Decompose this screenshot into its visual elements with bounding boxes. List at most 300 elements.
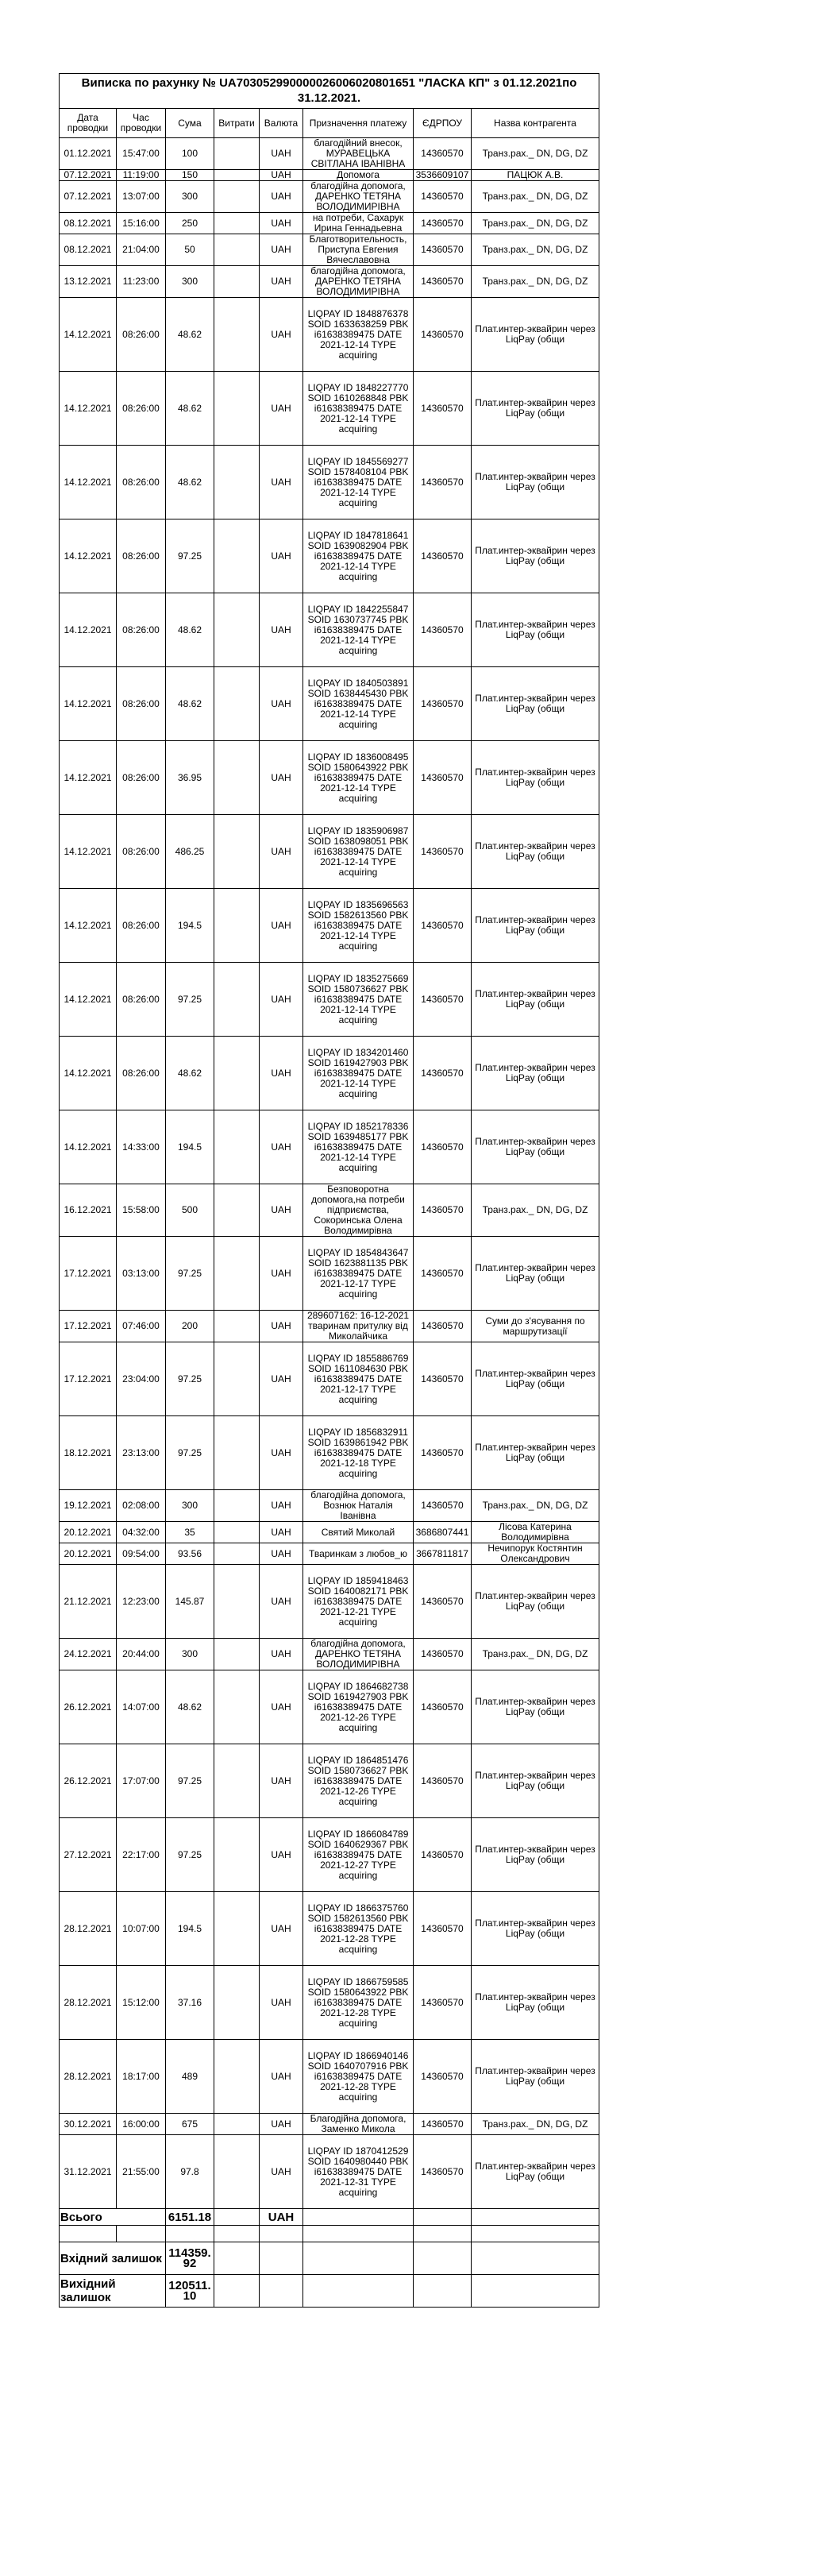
currency-cell: UAH	[260, 266, 303, 298]
date-cell: 14.12.2021	[60, 1110, 117, 1184]
total-sum: 6151.18	[166, 2209, 214, 2226]
currency-cell: UAH	[260, 2114, 303, 2135]
expenses-cell	[214, 1639, 260, 1670]
expenses-cell	[214, 1670, 260, 1744]
sum-cell: 300	[166, 1490, 214, 1522]
sum-cell: 97.25	[166, 963, 214, 1037]
currency-cell: UAH	[260, 1565, 303, 1639]
closing-balance-value: 120511.10	[166, 2275, 214, 2308]
code-cell: 14360570	[414, 138, 472, 170]
code-cell: 3536609107	[414, 170, 472, 181]
expenses-cell	[214, 889, 260, 963]
purpose-cell: LIQPAY ID 1854843647 SOID 1623881135 PBK i61638389475 DATE 2021-12-17 TYPE acquiring	[303, 1237, 414, 1311]
time-cell: 08:26:00	[117, 519, 166, 593]
closing-balance-label: Вихідний залишок	[60, 2275, 166, 2308]
purpose-cell: LIQPAY ID 1859418463 SOID 1640082171 PBK i61638389475 DATE 2021-12-21 TYPE acquiring	[303, 1565, 414, 1639]
code-cell: 14360570	[414, 1416, 472, 1490]
counterparty-cell: Транз.рах._ DN, DG, DZ	[472, 1184, 599, 1237]
table-row	[60, 1110, 599, 1184]
date-cell: 16.12.2021	[60, 1184, 117, 1237]
currency-header: Валюта	[260, 109, 303, 138]
table-row	[60, 593, 599, 667]
currency-cell: UAH	[260, 1184, 303, 1237]
code-cell: 14360570	[414, 1818, 472, 1892]
sum-cell: 48.62	[166, 1670, 214, 1744]
date-cell: 17.12.2021	[60, 1342, 117, 1416]
expenses-cell	[214, 2040, 260, 2114]
sum-cell: 48.62	[166, 1037, 214, 1110]
table-row	[60, 963, 599, 1037]
counterparty-cell: Плат.интер-эквайрин через LiqPay (общи	[472, 1416, 599, 1490]
counterparty-cell: Транз.рах._ DN, DG, DZ	[472, 213, 599, 234]
purpose-cell: благодійна допомога, Вознюк Наталія Іванівна	[303, 1490, 414, 1522]
time-cell: 03:13:00	[117, 1237, 166, 1311]
date-cell: 01.12.2021	[60, 138, 117, 170]
total-expenses	[214, 2209, 260, 2226]
time-cell: 15:47:00	[117, 138, 166, 170]
counterparty-cell: Плат.интер-эквайрин через LiqPay (общи	[472, 298, 599, 372]
counterparty-cell: Транз.рах._ DN, DG, DZ	[472, 138, 599, 170]
code-cell: 14360570	[414, 1237, 472, 1311]
table-row	[60, 2135, 599, 2209]
expenses-cell	[214, 1237, 260, 1311]
purpose-cell: LIQPAY ID 1848227770 SOID 1610268848 PBK i61638389475 DATE 2021-12-14 TYPE acquiring	[303, 372, 414, 446]
code-cell: 14360570	[414, 1565, 472, 1639]
date-cell: 20.12.2021	[60, 1522, 117, 1543]
expenses-cell	[214, 1966, 260, 2040]
currency-cell: UAH	[260, 519, 303, 593]
time-cell: 14:33:00	[117, 1110, 166, 1184]
spacer-row	[60, 2226, 599, 2242]
sum-cell: 300	[166, 181, 214, 213]
table-row	[60, 889, 599, 963]
code-cell: 14360570	[414, 741, 472, 815]
table-row	[60, 1639, 599, 1670]
column-header-row	[60, 109, 599, 138]
purpose-cell: благодійна допомога, ДАРЕНКО ТЕТЯНА ВОЛОДИМИРІВНА	[303, 266, 414, 298]
table-row	[60, 1892, 599, 1966]
statement-sheet	[59, 73, 599, 2308]
currency-cell: UAH	[260, 1237, 303, 1311]
expenses-cell	[214, 181, 260, 213]
sum-cell: 194.5	[166, 1892, 214, 1966]
purpose-cell: LIQPAY ID 1835906987 SOID 1638098051 PBK i61638389475 DATE 2021-12-14 TYPE acquiring	[303, 815, 414, 889]
counterparty-cell: Плат.интер-эквайрин через LiqPay (общи	[472, 1744, 599, 1818]
expenses-cell	[214, 234, 260, 266]
table-row	[60, 1184, 599, 1237]
date-cell: 17.12.2021	[60, 1311, 117, 1342]
date-cell: 21.12.2021	[60, 1565, 117, 1639]
code-cell: 14360570	[414, 1490, 472, 1522]
time-cell: 11:23:00	[117, 266, 166, 298]
expenses-cell	[214, 1184, 260, 1237]
currency-cell: UAH	[260, 234, 303, 266]
opening-balance-row	[60, 2242, 599, 2275]
expenses-cell	[214, 1543, 260, 1565]
purpose-cell: LIQPAY ID 1834201460 SOID 1619427903 PBK i61638389475 DATE 2021-12-14 TYPE acquiring	[303, 1037, 414, 1110]
expenses-cell	[214, 372, 260, 446]
counterparty-cell: Плат.интер-эквайрин через LiqPay (общи	[472, 889, 599, 963]
total-label: Всього	[60, 2209, 166, 2226]
date-cell: 14.12.2021	[60, 298, 117, 372]
sum-cell: 37.16	[166, 1966, 214, 2040]
time-cell: 16:00:00	[117, 2114, 166, 2135]
date-cell: 19.12.2021	[60, 1490, 117, 1522]
date-cell: 30.12.2021	[60, 2114, 117, 2135]
table-row	[60, 2114, 599, 2135]
code-cell: 14360570	[414, 298, 472, 372]
currency-cell: UAH	[260, 1342, 303, 1416]
table-row	[60, 815, 599, 889]
currency-cell: UAH	[260, 372, 303, 446]
sum-cell: 145.87	[166, 1565, 214, 1639]
date-cell: 07.12.2021	[60, 170, 117, 181]
date-cell: 14.12.2021	[60, 519, 117, 593]
currency-cell: UAH	[260, 2135, 303, 2209]
code-cell: 14360570	[414, 667, 472, 741]
purpose-cell: LIQPAY ID 1836008495 SOID 1580643922 PBK i61638389475 DATE 2021-12-14 TYPE acquiring	[303, 741, 414, 815]
currency-cell: UAH	[260, 181, 303, 213]
time-cell: 14:07:00	[117, 1670, 166, 1744]
purpose-cell: Святий Миколай	[303, 1522, 414, 1543]
opening-balance-value: 114359.92	[166, 2242, 214, 2275]
table-row	[60, 1744, 599, 1818]
currency-cell: UAH	[260, 1639, 303, 1670]
time-header: Час проводки	[117, 109, 166, 138]
time-cell: 20:44:00	[117, 1639, 166, 1670]
table-row	[60, 1670, 599, 1744]
sum-cell: 250	[166, 213, 214, 234]
table-row	[60, 170, 599, 181]
time-cell: 08:26:00	[117, 298, 166, 372]
sum-cell: 36.95	[166, 741, 214, 815]
code-cell: 14360570	[414, 446, 472, 519]
counterparty-cell: Плат.интер-эквайрин через LiqPay (общи	[472, 519, 599, 593]
time-cell: 08:26:00	[117, 815, 166, 889]
time-cell: 04:32:00	[117, 1522, 166, 1543]
expenses-cell	[214, 2114, 260, 2135]
purpose-cell: LIQPAY ID 1856832911 SOID 1639861942 PBK i61638389475 DATE 2021-12-18 TYPE acquiring	[303, 1416, 414, 1490]
sum-cell: 97.25	[166, 519, 214, 593]
sum-cell: 97.25	[166, 1744, 214, 1818]
currency-cell: UAH	[260, 889, 303, 963]
time-cell: 17:07:00	[117, 1744, 166, 1818]
code-cell: 14360570	[414, 1966, 472, 2040]
expenses-cell	[214, 1490, 260, 1522]
code-cell: 14360570	[414, 181, 472, 213]
purpose-cell: LIQPAY ID 1866084789 SOID 1640629367 PBK i61638389475 DATE 2021-12-27 TYPE acquiring	[303, 1818, 414, 1892]
expenses-cell	[214, 1818, 260, 1892]
counterparty-cell: Плат.интер-эквайрин через LiqPay (общи	[472, 2135, 599, 2209]
expenses-cell	[214, 446, 260, 519]
expenses-cell	[214, 170, 260, 181]
code-cell: 14360570	[414, 213, 472, 234]
table-row	[60, 1522, 599, 1543]
purpose-cell: LIQPAY ID 1842255847 SOID 1630737745 PBK i61638389475 DATE 2021-12-14 TYPE acquiring	[303, 593, 414, 667]
counterparty-cell: Суми до з'ясування по маршрутизації	[472, 1311, 599, 1342]
expenses-cell	[214, 1311, 260, 1342]
sum-cell: 93.56	[166, 1543, 214, 1565]
table-row	[60, 1565, 599, 1639]
purpose-cell: Благодійна допомога, Заменко Микола	[303, 2114, 414, 2135]
currency-cell: UAH	[260, 667, 303, 741]
counterparty-cell: Нечипорук Костянтин Олександрович	[472, 1543, 599, 1565]
currency-cell: UAH	[260, 963, 303, 1037]
currency-cell: UAH	[260, 298, 303, 372]
purpose-cell: Благотворительность, Приступа Евгения Вячеславовна	[303, 234, 414, 266]
code-cell: 14360570	[414, 1037, 472, 1110]
time-cell: 02:08:00	[117, 1490, 166, 1522]
currency-cell: UAH	[260, 2040, 303, 2114]
currency-cell: UAH	[260, 741, 303, 815]
purpose-cell: LIQPAY ID 1835275669 SOID 1580736627 PBK i61638389475 DATE 2021-12-14 TYPE acquiring	[303, 963, 414, 1037]
expenses-cell	[214, 815, 260, 889]
table-row	[60, 1342, 599, 1416]
code-cell: 14360570	[414, 1639, 472, 1670]
purpose-cell: 289607162: 16-12-2021 тваринам притулку від Миколайчика	[303, 1311, 414, 1342]
expenses-cell	[214, 2135, 260, 2209]
counterparty-cell: Транз.рах._ DN, DG, DZ	[472, 1639, 599, 1670]
expenses-cell	[214, 593, 260, 667]
currency-cell: UAH	[260, 1416, 303, 1490]
expenses-cell	[214, 1037, 260, 1110]
sum-cell: 97.25	[166, 1416, 214, 1490]
table-row	[60, 213, 599, 234]
purpose-cell: на потреби, Сахарук Ирина Геннадьевна	[303, 213, 414, 234]
code-cell: 14360570	[414, 519, 472, 593]
date-cell: 08.12.2021	[60, 213, 117, 234]
table-row	[60, 1543, 599, 1565]
date-cell: 27.12.2021	[60, 1818, 117, 1892]
currency-cell: UAH	[260, 1037, 303, 1110]
transaction-rows	[60, 138, 599, 2209]
sum-cell: 48.62	[166, 372, 214, 446]
date-cell: 14.12.2021	[60, 446, 117, 519]
counterparty-cell: Плат.интер-эквайрин через LiqPay (общи	[472, 1037, 599, 1110]
purpose-cell: LIQPAY ID 1840503891 SOID 1638445430 PBK i61638389475 DATE 2021-12-14 TYPE acquiring	[303, 667, 414, 741]
counterparty-cell: Транз.рах._ DN, DG, DZ	[472, 234, 599, 266]
code-cell: 14360570	[414, 1110, 472, 1184]
currency-cell: UAH	[260, 593, 303, 667]
table-row	[60, 1237, 599, 1311]
code-cell: 14360570	[414, 2114, 472, 2135]
purpose-cell: LIQPAY ID 1845569277 SOID 1578408104 PBK i61638389475 DATE 2021-12-14 TYPE acquiring	[303, 446, 414, 519]
sum-cell: 48.62	[166, 667, 214, 741]
time-cell: 08:26:00	[117, 593, 166, 667]
code-cell: 14360570	[414, 889, 472, 963]
counterparty-cell: Плат.интер-эквайрин через LiqPay (общи	[472, 593, 599, 667]
currency-cell: UAH	[260, 1670, 303, 1744]
counterparty-cell: Плат.интер-эквайрин через LiqPay (общи	[472, 741, 599, 815]
expenses-cell	[214, 213, 260, 234]
code-header: ЄДРПОУ	[414, 109, 472, 138]
currency-cell: UAH	[260, 1311, 303, 1342]
date-cell: 28.12.2021	[60, 1892, 117, 1966]
purpose-cell: LIQPAY ID 1866940146 SOID 1640707916 PBK i61638389475 DATE 2021-12-28 TYPE acquiring	[303, 2040, 414, 2114]
time-cell: 23:13:00	[117, 1416, 166, 1490]
currency-cell: UAH	[260, 138, 303, 170]
expenses-header: Витрати	[214, 109, 260, 138]
purpose-cell: благодійна допомога, ДАРЕНКО ТЕТЯНА ВОЛОДИМИРІВНА	[303, 1639, 414, 1670]
purpose-cell: LIQPAY ID 1835696563 SOID 1582613560 PBK i61638389475 DATE 2021-12-14 TYPE acquiring	[303, 889, 414, 963]
purpose-cell: благодійний внесок, МУРАВЕЦЬКА СВІТЛАНА ІВАНІВНА	[303, 138, 414, 170]
sum-cell: 50	[166, 234, 214, 266]
sum-cell: 97.8	[166, 2135, 214, 2209]
currency-cell: UAH	[260, 213, 303, 234]
code-cell: 14360570	[414, 2040, 472, 2114]
expenses-cell	[214, 1522, 260, 1543]
table-row	[60, 266, 599, 298]
purpose-cell: LIQPAY ID 1866759585 SOID 1580643922 PBK i61638389475 DATE 2021-12-28 TYPE acquiring	[303, 1966, 414, 2040]
code-cell: 14360570	[414, 1184, 472, 1237]
time-cell: 08:26:00	[117, 741, 166, 815]
code-cell: 14360570	[414, 234, 472, 266]
code-cell: 3686807441	[414, 1522, 472, 1543]
currency-cell: UAH	[260, 1818, 303, 1892]
counterparty-cell: Плат.интер-эквайрин через LiqPay (общи	[472, 372, 599, 446]
counterparty-cell: ПАЦЮК А.В.	[472, 170, 599, 181]
currency-cell: UAH	[260, 1490, 303, 1522]
time-cell: 08:26:00	[117, 963, 166, 1037]
expenses-cell	[214, 1565, 260, 1639]
date-cell: 18.12.2021	[60, 1416, 117, 1490]
time-cell: 07:46:00	[117, 1311, 166, 1342]
counterparty-cell: Плат.интер-эквайрин через LiqPay (общи	[472, 1110, 599, 1184]
counterparty-header: Назва контрагента	[472, 109, 599, 138]
sum-cell: 500	[166, 1184, 214, 1237]
time-cell: 23:04:00	[117, 1342, 166, 1416]
code-cell: 14360570	[414, 266, 472, 298]
purpose-cell: Безповоротна допомога,на потреби підприємства, Сокоринська Олена Володимирівна	[303, 1184, 414, 1237]
purpose-cell: LIQPAY ID 1847818641 SOID 1639082904 PBK i61638389475 DATE 2021-12-14 TYPE acquiring	[303, 519, 414, 593]
currency-cell: UAH	[260, 1522, 303, 1543]
purpose-header: Призначення платежу	[303, 109, 414, 138]
code-cell: 14360570	[414, 372, 472, 446]
date-cell: 14.12.2021	[60, 1037, 117, 1110]
currency-cell: UAH	[260, 446, 303, 519]
total-row	[60, 2209, 599, 2226]
currency-cell: UAH	[260, 815, 303, 889]
time-cell: 15:58:00	[117, 1184, 166, 1237]
table-row	[60, 519, 599, 593]
sum-cell: 97.25	[166, 1237, 214, 1311]
date-cell: 14.12.2021	[60, 815, 117, 889]
sum-cell: 200	[166, 1311, 214, 1342]
code-cell: 14360570	[414, 963, 472, 1037]
date-cell: 24.12.2021	[60, 1639, 117, 1670]
date-cell: 14.12.2021	[60, 889, 117, 963]
time-cell: 21:04:00	[117, 234, 166, 266]
table-row	[60, 138, 599, 170]
expenses-cell	[214, 741, 260, 815]
currency-cell: UAH	[260, 1892, 303, 1966]
table-row	[60, 1818, 599, 1892]
time-cell: 11:19:00	[117, 170, 166, 181]
table-row	[60, 667, 599, 741]
time-cell: 08:26:00	[117, 1037, 166, 1110]
table-row	[60, 1311, 599, 1342]
time-cell: 15:16:00	[117, 213, 166, 234]
purpose-cell: LIQPAY ID 1866375760 SOID 1582613560 PBK i61638389475 DATE 2021-12-28 TYPE acquiring	[303, 1892, 414, 1966]
sum-cell: 300	[166, 1639, 214, 1670]
time-cell: 09:54:00	[117, 1543, 166, 1565]
purpose-cell: LIQPAY ID 1870412529 SOID 1640980440 PBK i61638389475 DATE 2021-12-31 TYPE acquiring	[303, 2135, 414, 2209]
table-row	[60, 298, 599, 372]
time-cell: 21:55:00	[117, 2135, 166, 2209]
counterparty-cell: Плат.интер-эквайрин через LiqPay (общи	[472, 1892, 599, 1966]
table-row	[60, 1490, 599, 1522]
date-cell: 26.12.2021	[60, 1670, 117, 1744]
sum-cell: 300	[166, 266, 214, 298]
date-cell: 14.12.2021	[60, 372, 117, 446]
sum-header: Сума	[166, 109, 214, 138]
sum-cell: 100	[166, 138, 214, 170]
date-cell: 08.12.2021	[60, 234, 117, 266]
expenses-cell	[214, 1416, 260, 1490]
purpose-cell: Тваринкам з любов_ю	[303, 1543, 414, 1565]
counterparty-cell: Плат.интер-эквайрин через LiqPay (общи	[472, 1818, 599, 1892]
sum-cell: 48.62	[166, 298, 214, 372]
date-cell: 13.12.2021	[60, 266, 117, 298]
sum-cell: 48.62	[166, 446, 214, 519]
code-cell: 14360570	[414, 1744, 472, 1818]
date-cell: 14.12.2021	[60, 593, 117, 667]
sum-cell: 97.25	[166, 1342, 214, 1416]
date-cell: 07.12.2021	[60, 181, 117, 213]
time-cell: 08:26:00	[117, 889, 166, 963]
table-row	[60, 741, 599, 815]
statement-table	[59, 73, 599, 2308]
code-cell: 14360570	[414, 815, 472, 889]
time-cell: 13:07:00	[117, 181, 166, 213]
date-cell: 20.12.2021	[60, 1543, 117, 1565]
currency-cell: UAH	[260, 170, 303, 181]
expenses-cell	[214, 1744, 260, 1818]
date-cell: 14.12.2021	[60, 741, 117, 815]
table-row	[60, 1037, 599, 1110]
sum-cell: 675	[166, 2114, 214, 2135]
date-cell: 14.12.2021	[60, 667, 117, 741]
expenses-cell	[214, 1892, 260, 1966]
expenses-cell	[214, 1110, 260, 1184]
counterparty-cell: Плат.интер-эквайрин через LiqPay (общи	[472, 1966, 599, 2040]
counterparty-cell: Плат.интер-эквайрин через LiqPay (общи	[472, 1342, 599, 1416]
currency-cell: UAH	[260, 1543, 303, 1565]
counterparty-cell: Транз.рах._ DN, DG, DZ	[472, 1490, 599, 1522]
counterparty-cell: Плат.интер-эквайрин через LiqPay (общи	[472, 446, 599, 519]
code-cell: 3667811817	[414, 1543, 472, 1565]
counterparty-cell: Плат.интер-эквайрин через LiqPay (общи	[472, 963, 599, 1037]
currency-cell: UAH	[260, 1110, 303, 1184]
purpose-cell: Допомога	[303, 170, 414, 181]
date-cell: 31.12.2021	[60, 2135, 117, 2209]
counterparty-cell: Плат.интер-эквайрин через LiqPay (общи	[472, 1670, 599, 1744]
sum-cell: 486.25	[166, 815, 214, 889]
sum-cell: 97.25	[166, 1818, 214, 1892]
counterparty-cell: Транз.рах._ DN, DG, DZ	[472, 266, 599, 298]
counterparty-cell: Плат.интер-эквайрин через LiqPay (общи	[472, 1237, 599, 1311]
time-cell: 08:26:00	[117, 446, 166, 519]
date-cell: 26.12.2021	[60, 1744, 117, 1818]
purpose-cell: LIQPAY ID 1852178336 SOID 1639485177 PBK i61638389475 DATE 2021-12-14 TYPE acquiring	[303, 1110, 414, 1184]
expenses-cell	[214, 1342, 260, 1416]
sum-cell: 48.62	[166, 593, 214, 667]
counterparty-cell: Плат.интер-эквайрин через LiqPay (общи	[472, 1565, 599, 1639]
time-cell: 10:07:00	[117, 1892, 166, 1966]
date-cell: 28.12.2021	[60, 1966, 117, 2040]
expenses-cell	[214, 963, 260, 1037]
time-cell: 08:26:00	[117, 372, 166, 446]
